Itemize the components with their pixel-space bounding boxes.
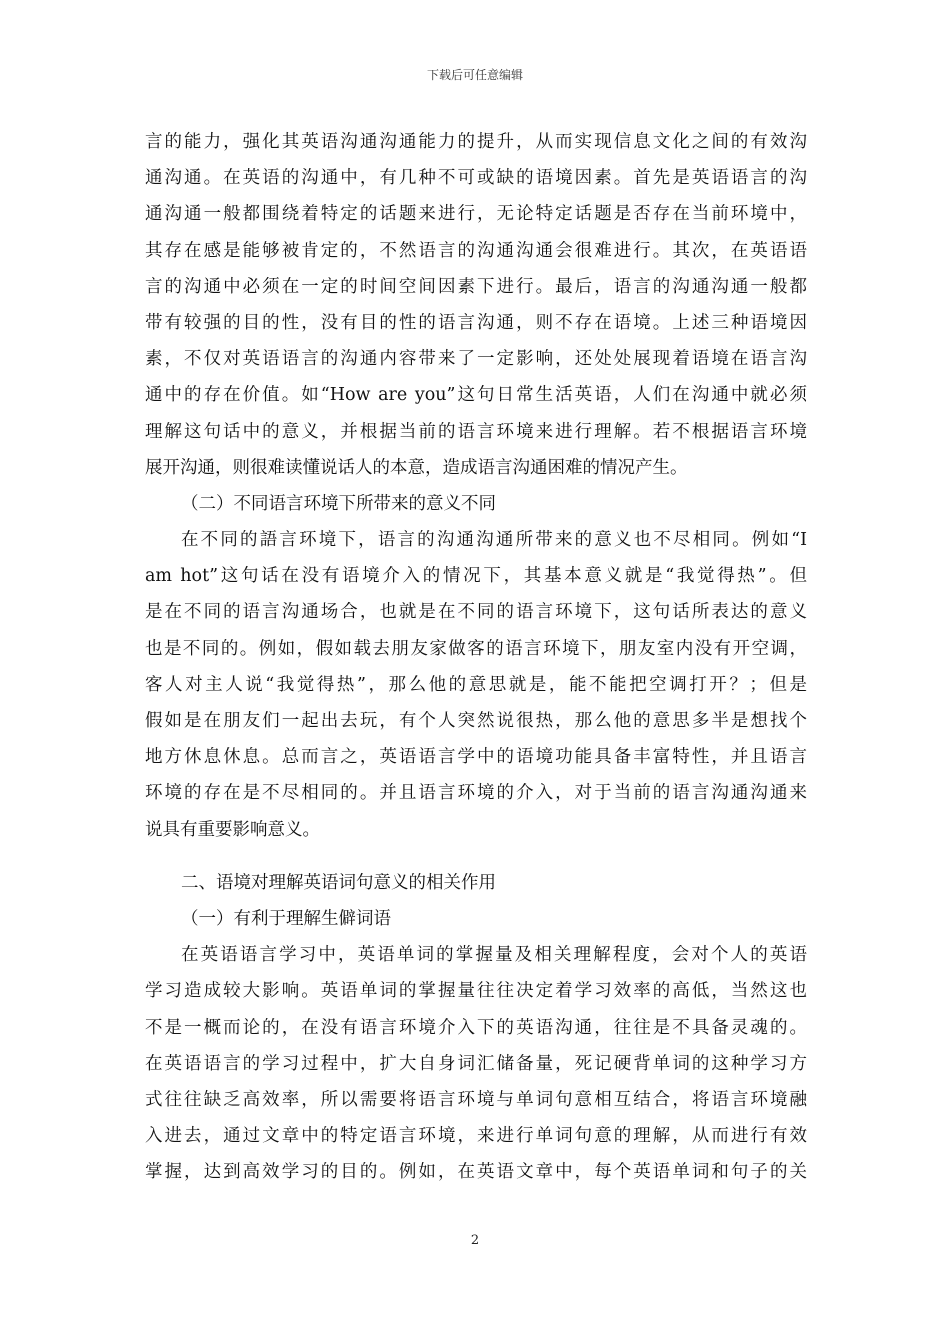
section-heading: 二、语境对理解英语词句意义的相关作用	[181, 872, 496, 893]
text-line: 在英语语言的学习过程中，扩大自身词汇储备量，死记硬背单词的这种学习方	[145, 1053, 807, 1074]
text-line: 是在不同的语言沟通场合，也就是在不同的语言环境下，这句话所表达的意义	[145, 602, 807, 623]
document-body	[145, 124, 807, 1190]
text-line: 通中的存在价值。如“How are you”这句日常生活英语，人们在沟通中就必须	[145, 385, 807, 406]
text-line: 通沟通一般都围绕着特定的话题来进行，无论特定话题是否存在当前环境中，	[145, 204, 807, 225]
text-line: 理解这句话中的意义，并根据当前的语言环境来进行理解。若不根据语言环境	[145, 421, 807, 442]
section-heading: （二）不同语言环境下所带来的意义不同	[181, 493, 496, 514]
text-line: 言的沟通中必须在一定的时间空间因素下进行。最后，语言的沟通沟通一般都	[145, 276, 807, 297]
text-line: 入进去，通过文章中的特定语言环境，来进行单词句意的理解，从而进行有效	[145, 1126, 807, 1147]
text-line: 展开沟通，则很难读懂说话人的本意，造成语言沟通困难的情况产生。	[145, 457, 688, 478]
text-line: 在不同的語言环境下，语言的沟通沟通所带来的意义也不尽相同。例如“I	[181, 530, 807, 551]
text-line: 掌握，达到高效学习的目的。例如，在英语文章中，每个英语单词和句子的关	[145, 1162, 807, 1183]
text-line: 学习造成较大影响。英语单词的掌握量往往决定着学习效率的高低，当然这也	[145, 981, 807, 1002]
text-line: 假如是在朋友们一起出去玩，有个人突然说很热，那么他的意思多半是想找个	[145, 711, 807, 731]
text-line: 通沟通。在英语的沟通中，有几种不可或缺的语境因素。首先是英语语言的沟	[145, 168, 807, 189]
text-line: 说具有重要影响意义。	[145, 819, 320, 840]
text-line: 环境的存在是不尽相同的。并且语言环境的介入，对于当前的语言沟通沟通来	[145, 783, 807, 804]
paragraph-gap	[145, 848, 807, 865]
page-header-note: 下载后可任意编辑	[426, 68, 523, 82]
text-line: 地方休息休息。总而言之，英语语言学中的语境功能具备丰富特性，并且语言	[145, 747, 807, 768]
text-line: 客人对主人说“我觉得热”，那么他的意思就是，能不能把空调打开？；但是	[145, 674, 807, 695]
text-line: 带有较强的目的性，没有目的性的语言沟通，则不存在语境。上述三种语境因	[145, 312, 807, 333]
text-line: 其存在感是能够被肯定的，不然语言的沟通沟通会很难进行。其次，在英语语	[145, 240, 807, 261]
page-number: 2	[470, 1233, 480, 1248]
text-line: 素，不仅对英语语言的沟通内容带来了一定影响，还处处展现着语境在语言沟	[145, 349, 807, 370]
text-line: 不是一概而论的，在没有语言环境介入下的英语沟通，往往是不具备灵魂的。	[145, 1017, 807, 1038]
text-line: 言的能力，强化其英语沟通沟通能力的提升，从而实现信息文化之间的有效沟	[145, 132, 807, 152]
subsection-heading: （一）有利于理解生僻词语	[181, 908, 391, 929]
text-line: am hot”这句话在没有语境介入的情况下，其基本意义就是“我觉得热”。但	[145, 566, 807, 587]
text-line: 也是不同的。例如，假如载去朋友家做客的语言环境下，朋友室内没有开空调，	[145, 638, 807, 659]
text-line: 式往往缺乏高效率，所以需要将语言环境与单词句意相互结合，将语言环境融	[145, 1089, 807, 1110]
text-line: 在英语语言学习中，英语单词的掌握量及相关理解程度，会对个人的英语	[181, 945, 807, 966]
